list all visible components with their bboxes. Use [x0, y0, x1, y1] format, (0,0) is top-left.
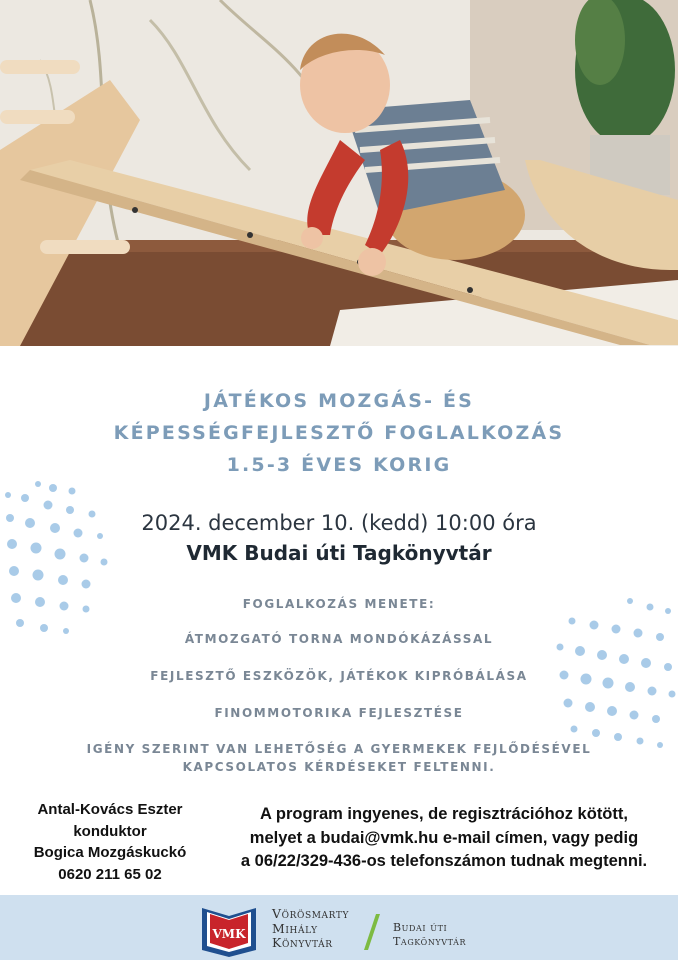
hero-photo [0, 0, 678, 346]
event-date: 2024. december 10. (kedd) 10:00 óra [141, 511, 537, 535]
agenda-item: FINOMMOTORIKA FEJLESZTÉSE [214, 706, 464, 720]
title-line: KÉPESSÉGFEJLESZTŐ FOGLALKOZÁS [113, 422, 565, 444]
library-name-line: Vörösmarty [272, 906, 350, 921]
divider-slash [360, 912, 384, 952]
registration-info [214, 803, 674, 874]
title-line: JÁTÉKOS MOZGÁS- ÉS [203, 390, 475, 412]
branch-name [393, 921, 466, 949]
info-line: A program ingyenes, de regisztrációhoz kötött, [260, 805, 628, 823]
agenda-note-line: IGÉNY SZERINT VAN LEHETŐSÉG A GYERMEKEK FEJLŐDÉSÉVEL [86, 742, 592, 756]
branch-name-line: Budai úti [393, 921, 448, 934]
contact-role: konduktor [73, 822, 147, 840]
agenda-item: FEJLESZTŐ ESZKÖZÖK, JÁTÉKOK KIPRÓBÁLÁSA [150, 669, 528, 683]
agenda-note-line: KAPCSOLATOS KÉRDÉSEKET FELTENNI. [182, 760, 496, 774]
library-logo-icon [200, 902, 258, 958]
library-name [272, 907, 349, 951]
logo-mark-text: VMK [212, 927, 246, 941]
event-venue: VMK Budai úti Tagkönyvtár [186, 541, 492, 565]
info-line: melyet a budai@vmk.hu e-mail címen, vagy pedig [249, 828, 639, 847]
contact-block [10, 799, 210, 885]
info-line: a 06/22/329-436-os telefonszámon tudnak megtenni. [240, 852, 648, 870]
contact-organization: Bogica Mozgáskuckó [33, 844, 187, 861]
event-title [0, 385, 678, 481]
agenda-heading: FOGLALKOZÁS MENETE: [242, 597, 436, 611]
title-line: 1.5-3 ÉVES KORIG [226, 454, 452, 476]
branch-name-line: Tagkönyvtár [393, 935, 467, 948]
library-name-line: Mihály [272, 920, 318, 936]
contact-phone: 0620 211 65 02 [58, 865, 162, 883]
agenda-item: ÁTMOZGATÓ TORNA MONDÓKÁZÁSSAL [184, 632, 494, 646]
contact-name: Antal-Kovács Eszter [37, 801, 183, 818]
library-name-line: Könyvtár [272, 935, 333, 950]
